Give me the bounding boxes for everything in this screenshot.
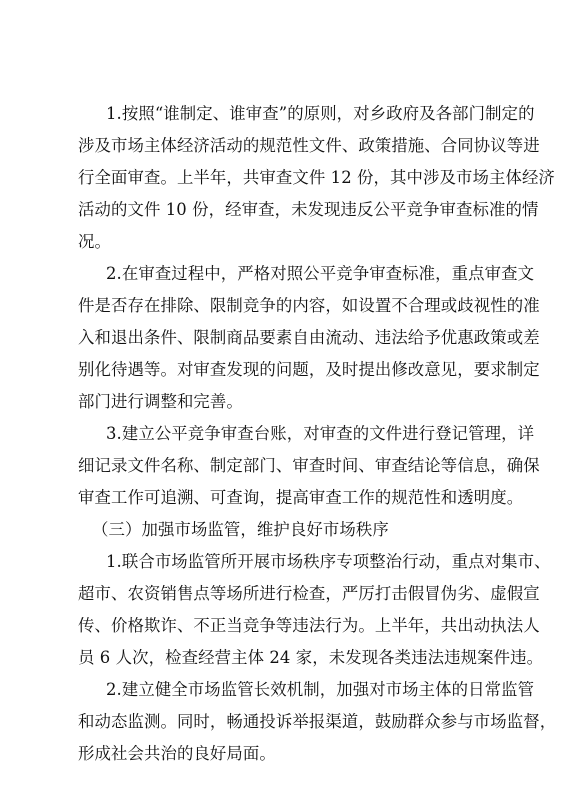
paragraph-1-line-4: 活动的文件 10 份，经审查，未发现违反公平竞争审查标准的情 — [78, 200, 539, 219]
paragraph-1-line-5: 况。 — [78, 232, 111, 251]
paragraph-5-line-1: 2.建立健全市场监管长效机制，加强对市场主体的日常监管 — [106, 680, 535, 699]
paragraph-2-line-5: 部门进行调整和完善。 — [78, 392, 243, 411]
paragraph-1-line-3: 行全面审查。上半年，共审查文件 12 份，其中涉及市场主体经济 — [78, 168, 555, 187]
paragraph-5-line-3: 形成社会共治的良好局面。 — [78, 744, 276, 763]
section-heading-3: （三）加强市场监管，维护良好市场秩序 — [92, 520, 389, 539]
paragraph-5-line-2: 和动态监测。同时，畅通投诉举报渠道，鼓励群众参与市场监督， — [78, 712, 557, 731]
paragraph-4-line-4: 员 6 人次，检查经营主体 24 家，未发现各类违法违规案件违。 — [78, 648, 544, 667]
paragraph-1-line-1: 1.按照“谁制定、谁审查”的原则，对乡政府及各部门制定的 — [106, 104, 535, 123]
paragraph-2-line-2: 件是否存在排除、限制竞争的内容，如设置不合理或歧视性的准 — [78, 296, 540, 315]
paragraph-4-line-3: 传、价格欺诈、不正当竞争等违法行为。上半年，共出动执法人 — [78, 616, 540, 635]
paragraph-3-line-2: 细记录文件名称、制定部门、审查时间、审查结论等信息，确保 — [78, 456, 540, 475]
paragraph-2-line-1: 2.在审查过程中，严格对照公平竞争审查标准，重点审查文 — [106, 264, 535, 283]
paragraph-4-line-2: 超市、农资销售点等场所进行检查，严厉打击假冒伪劣、虚假宣 — [78, 584, 540, 603]
paragraph-3-line-3: 审查工作可追溯、可查询，提高审查工作的规范性和透明度。 — [78, 488, 524, 507]
paragraph-1-line-2: 涉及市场主体经济活动的规范性文件、政策措施、合同协议等进 — [78, 136, 540, 155]
paragraph-2-line-4: 别化待遇等。对审查发现的问题，及时提出修改意见，要求制定 — [78, 360, 540, 379]
paragraph-4-line-1: 1.联合市场监管所开展市场秩序专项整治行动，重点对集市、 — [106, 552, 551, 571]
paragraph-3-line-1: 3.建立公平竞争审查台账，对审查的文件进行登记管理，详 — [106, 424, 535, 443]
paragraph-2-line-3: 入和退出条件、限制商品要素自由流动、违法给予优惠政策或差 — [78, 328, 540, 347]
